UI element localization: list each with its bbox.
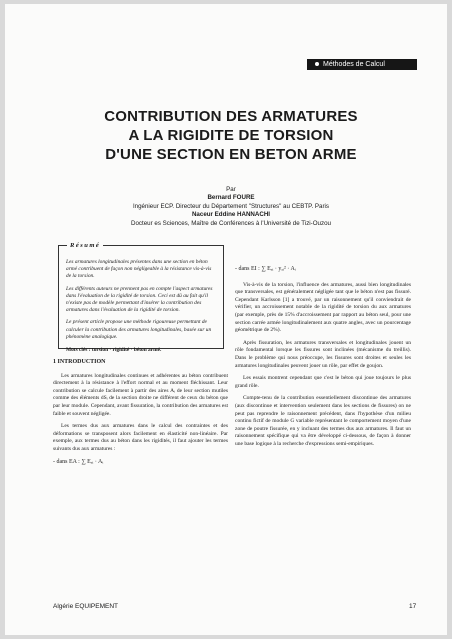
left-column <box>53 353 228 470</box>
right-column <box>235 266 411 453</box>
abstract-title: Résumé <box>67 241 103 250</box>
keywords: Mots clés : torsion · rigidité · béton armé. <box>66 347 162 354</box>
article-page <box>5 4 447 635</box>
body-paragraph: Les armatures longitudinales continues et adhérentes au béton contribuent directement à la résistance à l'effort normal et au moment fléchissant. Leur contribution se calcule facilement à partir des aires Aᵢ de leur section mutiles comme des éléments dSᵢ de la section droite ne différent de ceux du béton que par leur module. Cependant, avant fissuration, la contribution des armatures est faible et souvent négligée. <box>53 372 228 417</box>
abstract-paragraph: Le présent article propose une méthode rigoureuse permettant de calculer la contribution des armatures longitudinales, basée sur un phénomène analogique. <box>66 319 212 340</box>
abstract-box <box>58 242 224 354</box>
abstract-paragraph: Les différents auteurs ne prennent pas en compte l'aspect armatures dans l'évaluation de la rigidité de torsion. Ceci est dû au fait qu'il n'existe pas de modèle permettant d'insérer la contribution des armatures dans l'évaluation de la rigidité de torsion. <box>66 285 213 314</box>
title-line: A LA RIGIDITE DE TORSION <box>128 127 334 144</box>
formula: - dans EI : ∑ Eₐᵢ · yₐᵢ² · Aᵢ <box>235 266 296 272</box>
abstract-paragraph: Les armatures longitudinales présentes dans une section en béton armé contribuent de façon non négligeable à la résistance vis-à-vis de la torsion. <box>66 259 212 280</box>
page-number: 17 <box>409 603 417 610</box>
author-name: Bernard FOURE <box>207 194 255 202</box>
article-title <box>45 107 417 164</box>
by-label: Par <box>226 186 236 193</box>
title-line: CONTRIBUTION DES ARMATURES <box>104 108 358 125</box>
formula: - dans EA : ∑ Eₐᵢ · Aᵢ <box>53 458 104 465</box>
body-paragraph: Les essais montrent cependant que c'est le béton qui joue toujours le plus grand rôle. <box>235 375 411 389</box>
body-paragraph: Les termes dus aux armatures dans le calcul des contraintes et des déformations se transposent alors facilement en élasticité non-linéaire. Par exemple, aux termes dus au béton dans les rigidités, il faut ajouter les termes suivants dus aux armatures : <box>53 423 228 452</box>
section-heading: 1 INTRODUCTION <box>53 359 106 365</box>
body-paragraph: Compte-tenu de la contribution essentiellement discontinue des armatures (aux discontinue et intervention seulement dans les sections de fissures) on ne peut pas reprendre le raisonnement précédent, dans l'hypothèse d'un milieu continu fictif de module G variable représentant le comportement moyen d'une zone de poutre fissurée, en y incluant des termes dus aux armatures. Il faut un raisonnement spécifique qui va être développé ci-dessous, de façon à donner une base logique à la recherche d'expressions semi-empiriques. <box>235 395 411 447</box>
section-tag: Méthodes de Calcul <box>323 61 385 68</box>
journal-name: Algérie EQUIPEMENT <box>53 603 119 610</box>
section-tag-bar <box>307 59 417 70</box>
author-affiliation: Ingénieur ECP. Directeur du Département "Structures" au CEBTP. Paris <box>132 202 330 210</box>
author-name: Naceur Eddine HANNACHI <box>191 211 271 219</box>
author-affiliation: Docteur es Sciences, Maître de Conférences à l'Université de Tizi-Ouzou <box>131 219 331 227</box>
body-paragraph: Après fissuration, les armatures transversales et longitudinales jouent un rôle fondamental lorsque les fissures sont inclinées (mécanisme du treillis). Dans le problème qui nous préoccupe, les fissures sont droites et seules les armatures longitudinales peuvent jouer un rôle, par effet de goujon. <box>235 339 411 369</box>
author-block <box>45 186 417 228</box>
body-paragraph: Vis-à-vis de la torsion, l'influence des armatures, aussi bien longitudinales que transversales, est généralement négligée tant que le béton n'est pas fissuré. Cependant Karlsson [1] a trouvé, par un raisonnement qu'il conviendrait de vérifier, un accroissement notable de la rigidité de torsion du aux armatures (par exemple, près de 15% d'accroissement par rapport au béton seul, pour une section carrée armée longitudinalement aux quatre angles, avec un pourcentage géométrique de 2%). <box>235 281 411 334</box>
bullet-icon <box>315 62 319 66</box>
title-line: D'UNE SECTION EN BETON ARME <box>105 146 357 163</box>
